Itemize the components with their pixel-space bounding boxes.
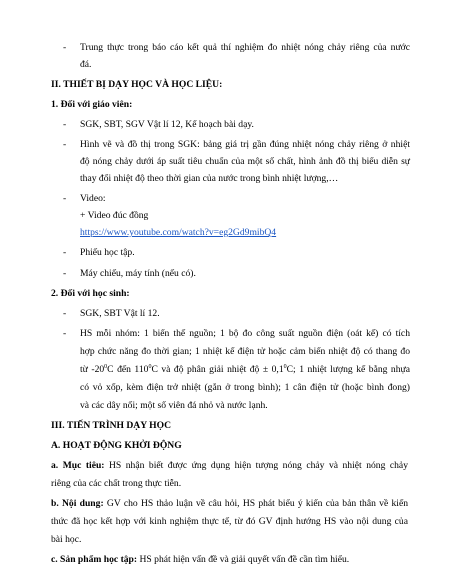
teacher-item-projector: Máy chiếu, máy tính (nếu có).: [80, 268, 196, 279]
teacher-item-video: Video:: [80, 193, 106, 204]
bullet-dash: -: [63, 193, 67, 204]
teacher-item-figures: Hình vẽ và đồ thị trong SGK: bảng giá trị gần đúng nhiệt nóng chảy riêng ở nhiệt: [80, 139, 410, 150]
content-para-cont: thức đã học kết hợp với kinh nghiệm thực tế, từ đó GV định hướng HS vào nội dung của: [51, 516, 408, 527]
video-title: + Video đúc đồng: [80, 210, 149, 221]
student-item-kit-range: [80, 362, 410, 378]
text-run: HS phát hiện vấn đề và giải quyết vấn đề cần tìm hiểu.: [137, 554, 350, 565]
objective-line: Trung thực trong báo cáo kết quả thí nghiệm đo nhiệt nóng chảy riêng của nước: [80, 42, 410, 53]
bullet-dash: -: [63, 308, 67, 319]
objective-line-cont: đá.: [80, 59, 92, 70]
student-item-kit: HS mỗi nhóm: 1 biến thế nguồn; 1 bộ đo công suất nguồn điện (oát kế) có tích: [80, 328, 410, 339]
content-label: b. Nội dung:: [51, 498, 104, 509]
section-heading-warmup: A. HOẠT ĐỘNG KHỞI ĐỘNG: [51, 440, 182, 451]
content-para: [51, 496, 408, 512]
bullet-dash: -: [63, 268, 67, 279]
product-para: [51, 552, 408, 568]
bullet-dash: -: [63, 119, 67, 130]
bullet-dash: -: [63, 247, 67, 258]
degree-sup: 0: [148, 364, 152, 370]
text-run: GV cho HS thảo luận về câu hỏi, HS phát biểu ý kiến của bản thân về kiến: [103, 498, 408, 509]
bullet-dash: -: [63, 42, 67, 53]
video-link-wrap: [80, 225, 410, 241]
objective-label: a. Mục tiêu:: [51, 460, 105, 471]
bullet-dash: -: [63, 328, 67, 339]
student-item-kit-cont: có vỏ xốp, kèm điện trở nhiệt (gắn ở trong bình); 1 cân điện tử (hoặc bình đong): [80, 382, 410, 393]
student-item-kit-cont: hợp chức năng đo thời gian; 1 nhiệt kế điện tử hoặc cảm biến nhiệt độ có thang đo: [80, 346, 410, 357]
teacher-item-books: SGK, SBT, SGV Vật lí 12, Kế hoạch bài dạy.: [80, 119, 254, 130]
text-run: HS nhận biết được ứng dụng hiện tượng nóng chảy và nhiệt nóng chảy: [104, 460, 408, 471]
text-run: từ -20: [80, 364, 105, 375]
degree-sup: 0: [283, 364, 287, 370]
degree-sup: 0: [104, 364, 108, 370]
teacher-item-worksheet: Phiếu học tập.: [80, 247, 135, 258]
subheading-student: 2. Đối với học sinh:: [51, 288, 130, 299]
objective-para-cont: riêng của các chất trong thực tiễn.: [51, 478, 182, 489]
teacher-item-figures-cont: thay đổi nhiệt độ theo thời gian của nước trong bình nhiệt lượng,…: [80, 173, 339, 184]
text-run: C; 1 nhiệt lượng kế bằng nhựa: [286, 364, 410, 375]
text-run: C và độ phân giải nhiệt độ ± 0,1: [151, 364, 284, 375]
objective-para: [51, 458, 408, 474]
bullet-dash: -: [63, 139, 67, 150]
content-para-cont: bài học.: [51, 534, 82, 545]
student-item-kit-cont: và các dây nối; một số viên đá nhỏ và nước lạnh.: [80, 400, 268, 411]
video-link[interactable]: https://www.youtube.com/watch?v=eg2Gd9mibQ4: [80, 227, 277, 238]
product-label: c. Sản phẩm học tập:: [51, 554, 138, 565]
subheading-teacher: 1. Đối với giáo viên:: [51, 99, 133, 110]
section-heading-equipment: II. THIẾT BỊ DẠY HỌC VÀ HỌC LIỆU:: [51, 79, 223, 90]
text-run: C đến 110: [107, 364, 149, 375]
teacher-item-figures-cont: độ nóng chảy dưới áp suất tiêu chuẩn của một số chất, hình ảnh đồ thị biểu diễn sự: [80, 156, 410, 167]
student-item-books: SGK, SBT Vật lí 12.: [80, 308, 160, 319]
section-heading-process: III. TIẾN TRÌNH DẠY HỌC: [51, 420, 172, 431]
